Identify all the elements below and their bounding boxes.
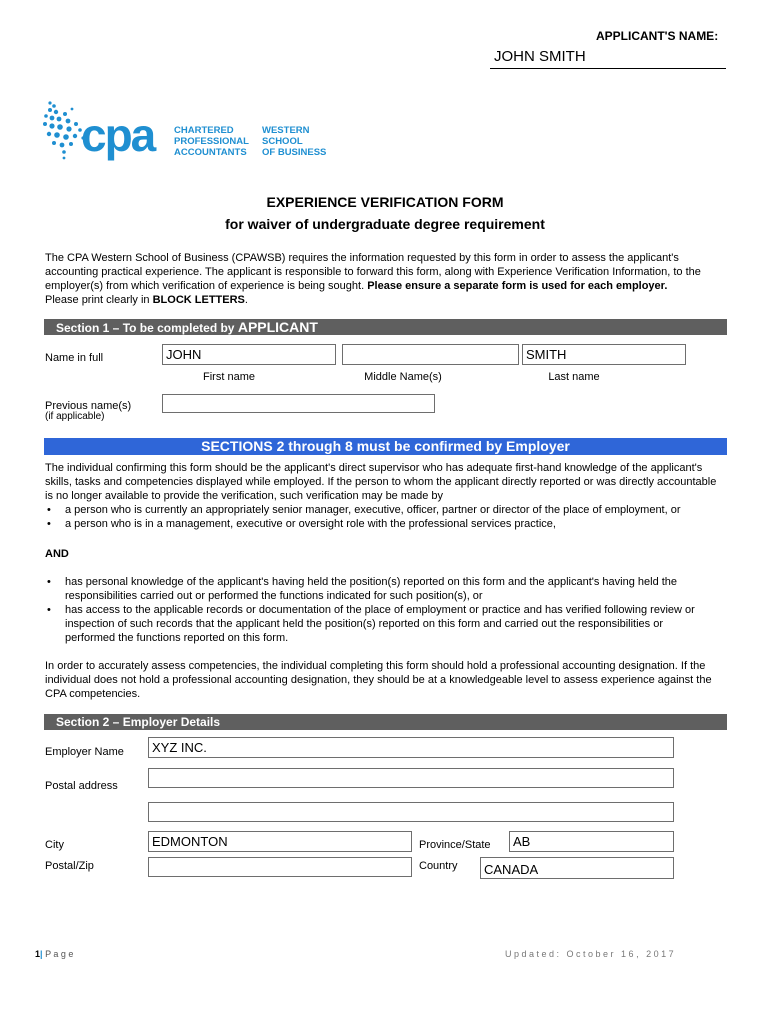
logo-text-left bbox=[174, 125, 249, 158]
applicant-name-value[interactable]: JOHN SMITH bbox=[490, 48, 726, 69]
previous-names-input[interactable] bbox=[162, 394, 435, 413]
updated-date: U p d a t e d : O c t o b e r 1 6 , 2 0 1 7 bbox=[505, 949, 674, 959]
country-label: Country bbox=[419, 860, 458, 872]
applicant-name-label: APPLICANT'S NAME: bbox=[596, 29, 719, 43]
intro-print-end: . bbox=[244, 294, 248, 306]
postal-address-line2-input[interactable] bbox=[148, 802, 674, 822]
logo-line-chartered: CHARTERED bbox=[174, 125, 234, 136]
middle-name-caption: Middle Name(s) bbox=[364, 371, 442, 383]
first-name-caption: First name bbox=[203, 371, 255, 383]
list-item: • a person who is in a management, executive or oversight role with the professional services practice, bbox=[45, 517, 725, 531]
logo-line-school: SCHOOL bbox=[262, 136, 303, 147]
cpa-logo bbox=[42, 100, 332, 165]
form-title: EXPERIENCE VERIFICATION FORM bbox=[266, 194, 504, 210]
logo-line-western: WESTERN bbox=[262, 125, 310, 136]
page-number: 1 bbox=[35, 949, 41, 959]
bullet-list-1 bbox=[45, 503, 725, 531]
employer-name-label: Employer Name bbox=[45, 746, 124, 758]
employer-name-input[interactable]: XYZ INC. bbox=[148, 737, 674, 758]
sections-2-8-header: SECTIONS 2 through 8 must be confirmed by Employer bbox=[44, 438, 727, 455]
city-label: City bbox=[45, 839, 64, 851]
sections-2-8-para2: In order to accurately assess competencies, the individual completing this form should hold a professional accounting designation. If the individual does not hold a professional accounting designation, they should be at a knowledgeable level to assess experience against the CPA competencies. bbox=[45, 660, 712, 700]
province-state-label: Province/State bbox=[419, 839, 491, 851]
page-footer-left bbox=[35, 949, 73, 959]
section1-header bbox=[44, 319, 727, 335]
middle-name-input[interactable] bbox=[342, 344, 519, 365]
last-name-caption: Last name bbox=[548, 371, 600, 383]
list-item: • has access to the applicable records or documentation of the place of employment or practice and has verified following review or inspection of such records that the applicant held the position(s) reported on this form and carried out the responsibilities or performed the functions reported on this form. bbox=[45, 603, 715, 645]
country-input[interactable]: CANADA bbox=[480, 857, 674, 879]
sections-2-8-para1: The individual confirming this form should be the applicant's direct supervisor who has adequate first-hand knowledge of the applicant's skills, tasks and competencies displayed while employed. If the person to whom the applicant directly reported or was directly accountable is no longer available to provide the verification, such verification may be made by bbox=[45, 462, 717, 502]
intro-print-bold: BLOCK LETTERS bbox=[152, 294, 245, 306]
first-name-input[interactable]: JOHN bbox=[162, 344, 336, 365]
intro-text: The CPA Western School of Business (CPAWSB) requires the information requested by this form in order to assess the applicant's accounting practical experience. The applicant is responsible to forward this form, along with Experience Verification Information, to the employer(s) from which verification of experience is being sought. bbox=[45, 252, 701, 292]
section2-header: Section 2 – Employer Details bbox=[44, 714, 727, 730]
logo-line-accountants: ACCOUNTANTS bbox=[174, 147, 247, 158]
form-subtitle: for waiver of undergraduate degree requirement bbox=[225, 216, 545, 232]
bullet-list-2 bbox=[45, 575, 715, 645]
postal-address-label: Postal address bbox=[45, 780, 118, 792]
name-in-full-label: Name in full bbox=[45, 352, 104, 364]
intro-bold: Please ensure a separate form is used for each employer. bbox=[367, 280, 668, 292]
footer-separator: | bbox=[40, 949, 43, 959]
postal-zip-label: Postal/Zip bbox=[45, 860, 94, 872]
logo-text-right bbox=[262, 125, 326, 158]
previous-names-sublabel: (if applicable) bbox=[45, 411, 105, 422]
logo-line-professional: PROFESSIONAL bbox=[174, 136, 249, 147]
and-label: AND bbox=[45, 548, 69, 560]
last-name-input[interactable]: SMITH bbox=[522, 344, 686, 365]
logo-line-of-business: OF BUSINESS bbox=[262, 147, 327, 158]
page-word: P a g e bbox=[45, 949, 74, 959]
previous-names-label: Previous name(s) bbox=[45, 400, 132, 412]
list-item: • a person who is currently an appropriately senior manager, executive, officer, partner or director of the place of employment, or bbox=[45, 503, 725, 517]
section1-heading-applicant: APPLICANT bbox=[237, 319, 318, 335]
section1-heading: Section 1 – To be completed by bbox=[56, 321, 238, 335]
intro-paragraph bbox=[45, 251, 725, 307]
postal-address-line1-input[interactable] bbox=[148, 768, 674, 788]
intro-print-text: Please print clearly in bbox=[45, 294, 153, 306]
list-item: • has personal knowledge of the applicant's having held the position(s) reported on this form and the applicant's having held the responsibilities carried out or performed the functions indicated for such position(s), or bbox=[45, 575, 715, 603]
city-input[interactable]: EDMONTON bbox=[148, 831, 412, 852]
postal-zip-input[interactable] bbox=[148, 857, 412, 877]
cpa-wordmark: cpa bbox=[81, 109, 155, 161]
province-state-input[interactable]: AB bbox=[509, 831, 674, 852]
